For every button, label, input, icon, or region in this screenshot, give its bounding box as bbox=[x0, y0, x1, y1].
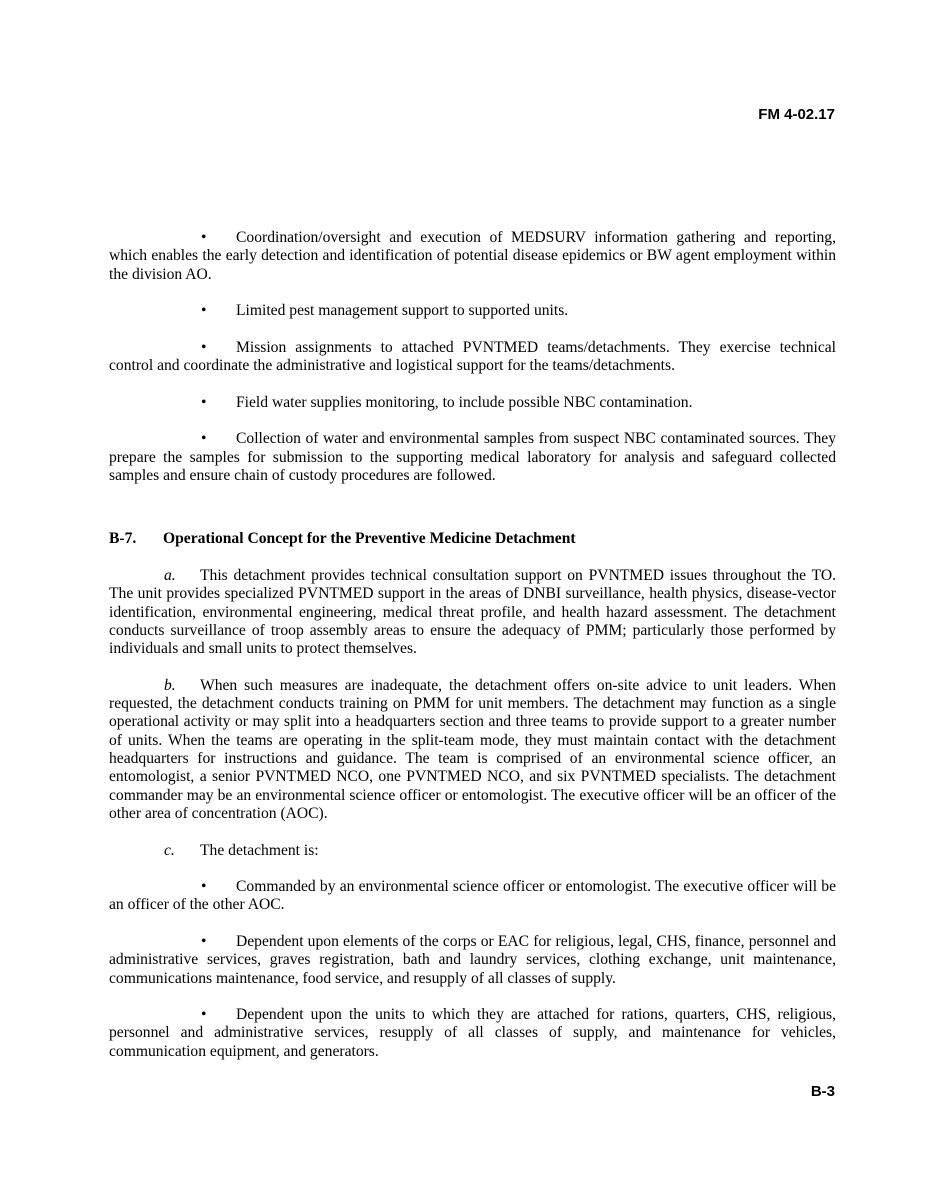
bullet-icon: • bbox=[201, 302, 207, 320]
paragraph-text: The detachment is: bbox=[200, 841, 319, 859]
paragraph-b bbox=[109, 677, 836, 823]
paragraph-letter: c. bbox=[164, 841, 175, 859]
bullet-text: Collection of water and environmental samples from suspect NBC contaminated sources. They prepare the samples for submission to the supporting medical laboratory for analysis and safeguard collected samples and ensure chain of custody procedures are followed. bbox=[109, 430, 836, 484]
bullet-icon: • bbox=[201, 393, 207, 411]
document-id: FM 4-02.17 bbox=[758, 106, 835, 123]
bullet-text: Mission assignments to attached PVNTMED teams/detachments. They exercise technical control and coordinate the administrative and logistical support for the teams/detachments. bbox=[109, 338, 836, 375]
bullet-item bbox=[109, 878, 836, 915]
bullet-text: Field water supplies monitoring, to include possible NBC contamination. bbox=[236, 393, 693, 411]
page-number: B-3 bbox=[810, 1083, 835, 1100]
paragraph-letter: b. bbox=[164, 676, 176, 694]
paragraph-c bbox=[109, 842, 836, 860]
section-heading bbox=[109, 530, 836, 548]
paragraph-a bbox=[109, 567, 836, 658]
bullet-item bbox=[109, 229, 836, 284]
bullet-text: Limited pest management support to supported units. bbox=[236, 302, 569, 320]
bullet-text: Dependent upon elements of the corps or EAC for religious, legal, CHS, finance, personnel and administrative services, graves registration, bath and laundry services, clothing exchange, unit maintenance, communications maintenance, food service, and resupply of all classes of supply. bbox=[109, 932, 836, 987]
section-number: B-7. bbox=[109, 530, 137, 548]
bullet-text: Commanded by an environmental science officer or entomologist. The executive officer will be an officer of the other AOC. bbox=[109, 878, 836, 914]
bullet-icon: • bbox=[201, 932, 207, 950]
paragraph-letter: a. bbox=[164, 567, 176, 585]
bullet-item bbox=[109, 1006, 836, 1061]
bullet-icon: • bbox=[201, 430, 207, 448]
bullet-item bbox=[109, 394, 836, 412]
bullet-item bbox=[109, 302, 836, 320]
bullet-icon: • bbox=[201, 878, 207, 896]
paragraph-text: This detachment provides technical consultation support on PVNTMED issues throughout the TO. The unit provides specialized PVNTMED support in the areas of DNBI surveillance, health physics, disease-vector identification, environmental engineering, medical threat profile, and health hazard assessment. The detachment conducts surveillance of troop assembly areas to ensure the adequacy of PMM; particularly those performed by individuals and small units to protect themselves. bbox=[109, 567, 836, 658]
bullet-item bbox=[109, 339, 836, 376]
bullet-icon: • bbox=[201, 338, 207, 356]
section-title: Operational Concept for the Preventive Medicine Detachment bbox=[163, 530, 576, 548]
bullet-text: Dependent upon the units to which they are attached for rations, quarters, CHS, religious, personnel and administrative services, resupply of all classes of supply, and maintenance for vehicles, communication equipment, and generators. bbox=[109, 1006, 836, 1060]
paragraph-text: When such measures are inadequate, the detachment offers on-site advice to unit leaders. When requested, the detachment conducts training on PMM for unit members. The detachment may function as a single operational activity or may split into a headquarters section and three teams to provide support to a greater number of units. When the teams are operating in the split-team mode, they must maintain contact with the detachment headquarters for instructions and guidance. The team is comprised of an environmental science officer, an entomologist, a senior PVNTMED NCO, one PVNTMED NCO, and six PVNTMED specialists. The detachment commander may be an environmental science officer or entomologist. The executive officer will be an officer of the other area of concentration (AOC). bbox=[109, 676, 836, 822]
bullet-icon: • bbox=[201, 229, 207, 246]
bullet-icon: • bbox=[201, 1006, 207, 1024]
bullet-item bbox=[109, 430, 836, 485]
page-body bbox=[109, 229, 836, 1061]
bullet-text: Coordination/oversight and execution of MEDSURV information gathering and reporting, which enables the early detection and identification of potential disease epidemics or BW agent employment within the division AO. bbox=[109, 229, 836, 283]
bullet-item bbox=[109, 933, 836, 988]
